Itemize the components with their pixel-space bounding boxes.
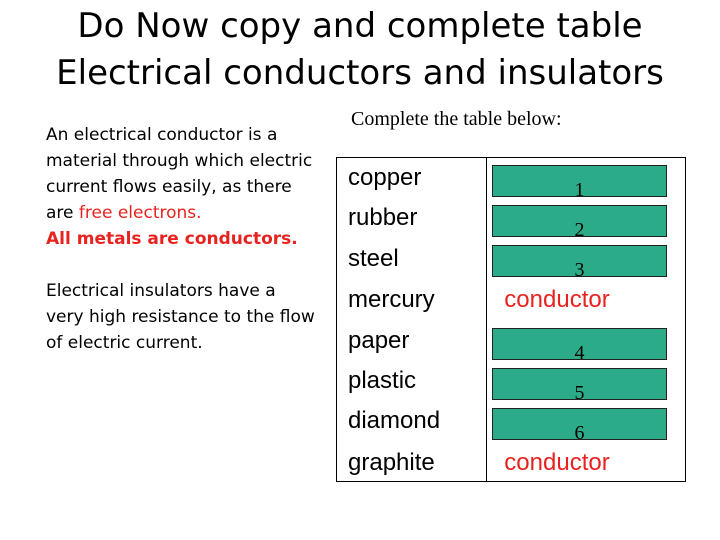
material-cell: copper xyxy=(348,164,422,191)
slide-title xyxy=(0,3,720,97)
material-cell: paper xyxy=(348,327,410,354)
table-caption: Complete the table below: xyxy=(351,108,562,130)
answer-number: 4 xyxy=(574,342,585,364)
material-cell: graphite xyxy=(348,449,435,476)
conductor-definition xyxy=(46,122,316,252)
answer-box[interactable] xyxy=(492,165,667,201)
material-cell: steel xyxy=(348,245,399,272)
metals-note: All metals are conductors. xyxy=(46,229,298,249)
free-electrons-text: free electrons. xyxy=(78,203,202,223)
answer-box[interactable] xyxy=(492,245,667,281)
conductor-definition-text: An electrical conductor is a material through which electric current flows easily, as there are xyxy=(46,125,313,223)
answer-text: conductor xyxy=(504,449,610,476)
answer-box[interactable] xyxy=(492,408,667,444)
answer-box[interactable] xyxy=(492,368,667,404)
title-line-1: Do Now copy and complete table xyxy=(77,6,643,46)
insulator-definition: Electrical insulators have a very high resistance to the flow of electric current. xyxy=(46,281,315,353)
answer-number: 2 xyxy=(574,219,585,241)
title-line-2: Electrical conductors and insulators xyxy=(56,53,664,93)
definitions-panel xyxy=(46,122,316,356)
answer-box[interactable] xyxy=(492,205,667,241)
answer-number: 1 xyxy=(574,179,585,201)
material-cell: diamond xyxy=(348,407,441,434)
table-divider xyxy=(486,157,487,482)
answer-text: conductor xyxy=(504,286,610,313)
answer-number: 5 xyxy=(574,382,585,404)
answer-number: 3 xyxy=(574,259,585,281)
answer-number: 6 xyxy=(574,422,585,444)
material-cell: rubber xyxy=(348,204,418,231)
answer-box[interactable] xyxy=(492,328,667,364)
material-cell: plastic xyxy=(348,367,417,394)
material-cell: mercury xyxy=(348,286,435,313)
